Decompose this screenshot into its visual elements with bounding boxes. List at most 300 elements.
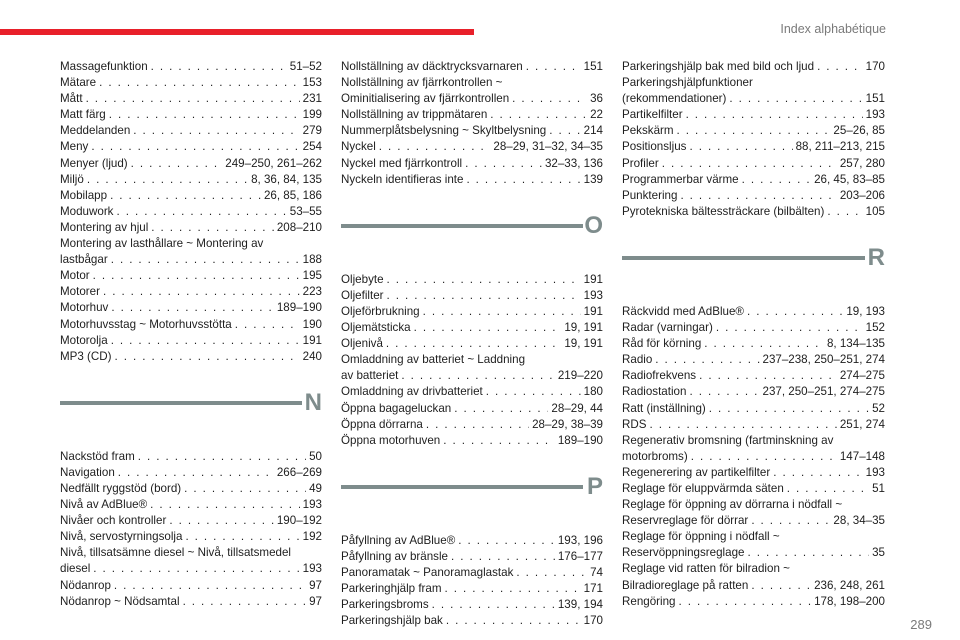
dot-leader	[138, 449, 306, 465]
index-page-refs: 219–220	[557, 369, 603, 383]
index-entry-row	[341, 533, 603, 549]
index-entry-lead-line: Parkeringshjälpfunktioner	[622, 76, 753, 90]
index-entry-row	[622, 204, 885, 220]
index-page-refs: 19, 191	[564, 337, 603, 351]
index-page-refs: 193	[865, 108, 885, 122]
index-term: Moduwork	[60, 204, 114, 218]
index-page-refs: 249–250, 261–262	[225, 156, 322, 170]
dot-leader	[486, 384, 581, 400]
index-term: Oljebyte	[341, 272, 384, 286]
index-entry-row	[60, 252, 322, 268]
index-term: Omladdning av drivbatteriet	[341, 385, 483, 399]
dot-leader	[773, 465, 862, 481]
index-term: Parkeringshjälp bak med bild och ljud	[622, 60, 815, 73]
page-number: 289	[910, 617, 932, 632]
index-entry	[622, 139, 885, 155]
index-entry-row	[60, 107, 322, 123]
dot-leader	[827, 204, 862, 220]
index-entry-row	[60, 188, 322, 204]
dot-leader	[414, 320, 562, 336]
index-entry	[622, 401, 885, 417]
dot-leader	[151, 220, 274, 236]
section-rule	[622, 256, 865, 260]
dot-leader	[131, 156, 223, 172]
dot-leader	[691, 449, 837, 465]
index-entry-row	[341, 433, 603, 449]
index-entry-row	[341, 272, 603, 288]
index-entry-row	[622, 107, 885, 123]
index-entry-row	[622, 139, 885, 155]
index-page-refs: 188	[302, 253, 322, 267]
index-page-refs: 28–29, 38–39	[532, 417, 603, 431]
index-term: Öppna motorhuven	[341, 433, 441, 447]
dot-leader	[426, 417, 529, 433]
index-page-refs: 178, 198–200	[814, 594, 885, 608]
index-entry-row	[60, 349, 322, 365]
index-entry-row	[341, 336, 603, 352]
index-entry	[622, 481, 885, 497]
index-term: Parkeringsbroms	[341, 598, 429, 612]
index-term: Pyrotekniska bältessträckare (bilbälten)	[622, 204, 825, 218]
index-entry-row	[60, 561, 322, 577]
index-page-refs: 208–210	[276, 220, 322, 234]
index-entry	[60, 220, 322, 236]
dot-leader	[379, 139, 491, 155]
index-term: Motorhuvsstag ~ Motorhuvsstötta	[60, 317, 232, 331]
index-term: Panoramatak ~ Panoramaglastak	[341, 565, 514, 579]
index-entry	[60, 91, 322, 107]
dot-leader	[747, 304, 843, 320]
dot-leader	[526, 59, 581, 75]
index-entry-row	[341, 565, 603, 581]
dot-leader	[446, 613, 581, 629]
index-term: Motorolja	[60, 333, 108, 347]
index-term: Programmerbar värme	[622, 172, 739, 186]
index-page-refs: 191	[583, 304, 603, 318]
index-page-refs: 53–55	[289, 204, 322, 218]
dot-leader	[716, 320, 863, 336]
index-term: Nollställning av trippmätaren	[341, 108, 488, 122]
index-page-refs: 193, 196	[557, 533, 603, 547]
index-entry-row	[341, 91, 603, 107]
section-letter: O	[584, 211, 603, 239]
index-entry-row	[60, 578, 322, 594]
index-entry-row	[60, 529, 322, 545]
index-page-refs: 257, 280	[839, 156, 885, 170]
dot-leader	[86, 91, 300, 107]
dot-leader	[649, 417, 836, 433]
index-term: Rengöring	[622, 594, 676, 608]
index-page-refs: 274–275	[839, 369, 885, 383]
index-term: Positionsljus	[622, 140, 687, 154]
section-divider-o	[341, 208, 603, 268]
page-header-title: Index alphabétique	[780, 22, 886, 36]
index-page-refs: 139, 194	[557, 598, 603, 612]
index-entry	[60, 300, 322, 316]
index-entry-row	[60, 156, 322, 172]
index-entry	[622, 433, 885, 465]
index-page-refs: 189–190	[276, 301, 322, 315]
index-entry	[60, 123, 322, 139]
index-column-2	[341, 59, 603, 629]
index-entry	[341, 533, 603, 549]
index-entry-row	[60, 59, 322, 75]
index-entry	[341, 75, 603, 107]
index-page-refs: 203–206	[839, 188, 885, 202]
index-entry-row	[341, 156, 603, 172]
index-page-refs: 237, 250–251, 274–275	[762, 385, 885, 399]
index-entry-row	[60, 594, 322, 610]
dot-leader	[183, 594, 307, 610]
index-entry	[622, 352, 885, 368]
index-page-refs: 251, 274	[839, 417, 885, 431]
dot-leader	[466, 172, 580, 188]
dot-leader	[662, 156, 837, 172]
index-entry	[60, 481, 322, 497]
dot-leader	[387, 288, 581, 304]
index-entry-lead-line: Reglage vid ratten för bilradion ~	[622, 562, 790, 576]
index-term: Nummerplåtsbelysning ~ Skyltbelysning	[341, 124, 547, 138]
index-entry	[60, 284, 322, 300]
index-page-refs: 97	[309, 578, 322, 592]
index-term: diesel	[60, 562, 91, 576]
index-entry-row	[341, 123, 603, 139]
index-term: Räckvidd med AdBlue®	[622, 304, 744, 318]
dot-leader	[689, 384, 759, 400]
dot-leader	[185, 529, 299, 545]
index-term: Nyckel	[341, 140, 376, 154]
index-entry-row	[341, 59, 603, 75]
dot-leader	[423, 304, 581, 320]
index-page-refs: 223	[302, 285, 322, 299]
dot-leader	[512, 91, 587, 107]
dot-leader	[751, 578, 811, 594]
index-page-refs: 22	[590, 108, 603, 122]
index-page-refs: 152	[865, 321, 885, 335]
dot-leader	[747, 545, 869, 561]
dot-leader	[110, 188, 261, 204]
index-entry-row	[341, 139, 603, 155]
index-entry-row	[341, 172, 603, 188]
index-term: Oljefilter	[341, 288, 384, 302]
index-term: Radiofrekvens	[622, 369, 697, 383]
index-term: Reservreglage för dörrar	[622, 514, 749, 528]
index-page-refs: 26, 85, 186	[263, 188, 322, 202]
dot-leader	[111, 300, 274, 316]
index-entry	[341, 565, 603, 581]
index-term: Radiostation	[622, 385, 687, 399]
dot-leader	[115, 349, 300, 365]
index-page-refs: 176–177	[557, 549, 603, 563]
index-entry-row	[341, 320, 603, 336]
index-entry-row	[622, 449, 885, 465]
index-entry-row	[60, 139, 322, 155]
dot-leader	[458, 533, 555, 549]
index-entry-row	[341, 549, 603, 565]
index-entry	[60, 449, 322, 465]
index-entry	[622, 204, 885, 220]
index-entry	[60, 333, 322, 349]
index-page-refs: 49	[309, 481, 322, 495]
index-entry	[60, 172, 322, 188]
dot-leader	[490, 107, 587, 123]
index-term: Råd för körning	[622, 337, 702, 351]
index-entry-row	[60, 91, 322, 107]
index-page-refs: 8, 134–135	[826, 337, 885, 351]
index-term: Matt färg	[60, 108, 106, 122]
index-page-refs: 105	[865, 204, 885, 218]
index-entry-row	[622, 59, 885, 75]
index-term: Punktering	[622, 188, 678, 202]
index-entry-row	[622, 513, 885, 529]
index-term: Massagefunktion	[60, 60, 148, 73]
dot-leader	[386, 336, 561, 352]
dot-leader	[655, 352, 759, 368]
index-entry	[341, 581, 603, 597]
dot-leader	[401, 368, 555, 384]
index-page-refs: 279	[302, 124, 322, 138]
index-entry-row	[60, 172, 322, 188]
index-page-refs: 266–269	[276, 465, 322, 479]
index-entry	[622, 172, 885, 188]
index-page-refs: 28, 34–35	[833, 514, 885, 528]
index-entry	[341, 139, 603, 155]
index-entry-row	[341, 597, 603, 613]
index-page-refs: 190–192	[276, 514, 322, 528]
index-entry	[622, 529, 885, 561]
index-page-refs: 74	[590, 565, 603, 579]
index-entry	[60, 529, 322, 545]
index-entry-lead-line: Nollställning av fjärrkontrollen ~	[341, 76, 503, 90]
index-entry-lead-line: Montering av lasthållare ~ Montering av	[60, 237, 264, 251]
index-page-refs: 193	[865, 465, 885, 479]
index-term: av batteriet	[341, 369, 399, 383]
index-term: Parkeringhjälp fram	[341, 582, 442, 596]
index-entry-row	[60, 513, 322, 529]
index-column-1	[60, 59, 322, 610]
index-entry	[341, 123, 603, 139]
index-term: Menyer (ljud)	[60, 156, 128, 170]
index-entry	[341, 320, 603, 336]
index-page-refs: 199	[302, 108, 322, 122]
index-page-refs: 19, 193	[846, 304, 885, 318]
index-entry-row	[622, 188, 885, 204]
dot-leader	[742, 172, 811, 188]
index-entry	[341, 384, 603, 400]
index-entry-row	[60, 333, 322, 349]
index-term: Meddelanden	[60, 124, 131, 138]
index-entry	[341, 59, 603, 75]
index-entry-row	[341, 368, 603, 384]
index-term: Motorhuv	[60, 301, 109, 315]
index-entry	[341, 613, 603, 629]
index-page-refs: 36	[590, 92, 603, 106]
section-letter: R	[867, 243, 885, 271]
index-entry	[622, 368, 885, 384]
index-entry	[60, 204, 322, 220]
dot-leader	[454, 401, 548, 417]
dot-leader	[432, 597, 555, 613]
index-page-refs: 189–190	[557, 433, 603, 447]
index-entry	[60, 545, 322, 577]
index-entry-row	[341, 417, 603, 433]
index-entry	[60, 497, 322, 513]
dot-leader	[111, 333, 300, 349]
dot-leader	[751, 513, 830, 529]
index-term: Partikelfilter	[622, 108, 683, 122]
index-term: Miljö	[60, 172, 84, 186]
index-entry-row	[622, 352, 885, 368]
dot-leader	[87, 172, 248, 188]
index-term: Nyckeln identifieras inte	[341, 172, 464, 186]
dot-leader	[443, 433, 555, 449]
index-entry-row	[60, 123, 322, 139]
index-term: Nedfällt ryggstöd (bord)	[60, 481, 182, 495]
index-term: RDS	[622, 417, 647, 431]
index-term: Mätare	[60, 76, 97, 90]
index-page-refs: 32–33, 136	[544, 156, 603, 170]
index-term: Oljenivå	[341, 337, 383, 351]
index-page-refs: 25–26, 85	[833, 124, 885, 138]
index-term: Montering av hjul	[60, 220, 149, 234]
index-page-refs: 52	[872, 401, 885, 415]
index-page-refs: 191	[302, 333, 322, 347]
index-entry	[60, 75, 322, 91]
index-term: Pekskärm	[622, 124, 674, 138]
index-term: Påfyllning av AdBlue®	[341, 533, 456, 547]
index-page-refs: 237–238, 250–251, 274	[762, 353, 885, 367]
index-page-refs: 97	[309, 594, 322, 608]
index-entry-lead-line: Reglage för öppning i nödfall ~	[622, 530, 780, 544]
index-term: Öppna bagageluckan	[341, 401, 452, 415]
index-entry	[622, 75, 885, 107]
index-page-refs: 192	[302, 530, 322, 544]
dot-leader	[465, 156, 542, 172]
index-entry-row	[60, 481, 322, 497]
index-entry	[341, 433, 603, 449]
index-entry-row	[622, 417, 885, 433]
index-entry	[60, 594, 322, 610]
index-entry-row	[60, 284, 322, 300]
section-divider-n	[60, 385, 322, 445]
index-entry	[622, 417, 885, 433]
index-entry-row	[622, 401, 885, 417]
index-entry	[60, 156, 322, 172]
index-entry-row	[341, 401, 603, 417]
index-page-refs: 51–52	[289, 60, 322, 73]
index-entry	[341, 288, 603, 304]
index-term: Radio	[622, 353, 653, 367]
index-entry-row	[341, 288, 603, 304]
index-entry	[60, 188, 322, 204]
index-page-refs: 147–148	[839, 449, 885, 463]
index-entry	[341, 107, 603, 123]
dot-leader	[680, 188, 836, 204]
index-page-refs: 214	[583, 124, 603, 138]
index-term: Bilradioreglage på ratten	[622, 578, 749, 592]
index-term: Mått	[60, 92, 83, 106]
dot-leader	[689, 139, 792, 155]
index-entry-row	[341, 581, 603, 597]
dot-leader	[109, 107, 300, 123]
index-page-refs: 153	[302, 76, 322, 90]
dot-leader	[787, 481, 869, 497]
index-page-refs: 151	[583, 60, 603, 73]
index-page-refs: 170	[583, 614, 603, 628]
section-letter: P	[586, 472, 603, 500]
index-entry	[341, 417, 603, 433]
index-page-refs: 171	[583, 582, 603, 596]
index-page-refs: 19, 191	[564, 321, 603, 335]
index-entry	[341, 549, 603, 565]
index-page-refs: 191	[583, 272, 603, 286]
section-rule	[60, 401, 302, 405]
index-entry	[622, 107, 885, 123]
dot-leader	[93, 561, 299, 577]
dot-leader	[93, 268, 300, 284]
index-term: Nivå, servostyrningsolja	[60, 530, 183, 544]
index-term: Meny	[60, 140, 89, 154]
index-entry	[341, 352, 603, 384]
index-page-refs: 231	[302, 92, 322, 106]
index-entry	[622, 320, 885, 336]
section-rule	[341, 485, 583, 489]
index-entry	[622, 384, 885, 400]
index-entry	[341, 401, 603, 417]
section-divider-r	[622, 240, 885, 300]
dot-leader	[150, 497, 299, 513]
dot-leader	[387, 272, 581, 288]
index-term: MP3 (CD)	[60, 349, 112, 363]
dot-leader	[704, 336, 824, 352]
index-term: Regenerering av partikelfilter	[622, 465, 771, 479]
index-entry	[341, 272, 603, 288]
index-term: Profiler	[622, 156, 659, 170]
section-letter: N	[304, 388, 322, 416]
dot-leader	[817, 59, 863, 75]
index-term: Nivå av AdBlue®	[60, 498, 148, 512]
index-entry-row	[60, 449, 322, 465]
index-entry-row	[341, 107, 603, 123]
index-entry-row	[60, 75, 322, 91]
index-page-refs: 240	[302, 349, 322, 363]
index-term: Oljeförbrukning	[341, 304, 420, 318]
index-term: Motorer	[60, 285, 100, 299]
index-page-refs: 254	[302, 140, 322, 154]
index-entry-row	[60, 317, 322, 333]
index-entry	[60, 236, 322, 268]
index-term: Reservöppningsreglage	[622, 546, 745, 560]
index-column-3	[622, 59, 885, 610]
index-entry	[60, 268, 322, 284]
index-entry	[60, 317, 322, 333]
dot-leader	[709, 401, 869, 417]
index-entry	[622, 188, 885, 204]
index-entry-row	[622, 336, 885, 352]
index-entry-row	[60, 497, 322, 513]
index-entry-row	[341, 304, 603, 320]
section-rule	[341, 224, 583, 228]
dot-leader	[184, 481, 306, 497]
index-page-refs: 236, 248, 261	[814, 578, 885, 592]
index-term: (rekommendationer)	[622, 92, 727, 106]
index-entry-row	[622, 578, 885, 594]
index-entry-row	[60, 204, 322, 220]
index-entry	[622, 497, 885, 529]
dot-leader	[451, 549, 555, 565]
index-term: Nödanrop	[60, 578, 111, 592]
index-page-refs: 88, 211–213, 215	[795, 140, 885, 154]
